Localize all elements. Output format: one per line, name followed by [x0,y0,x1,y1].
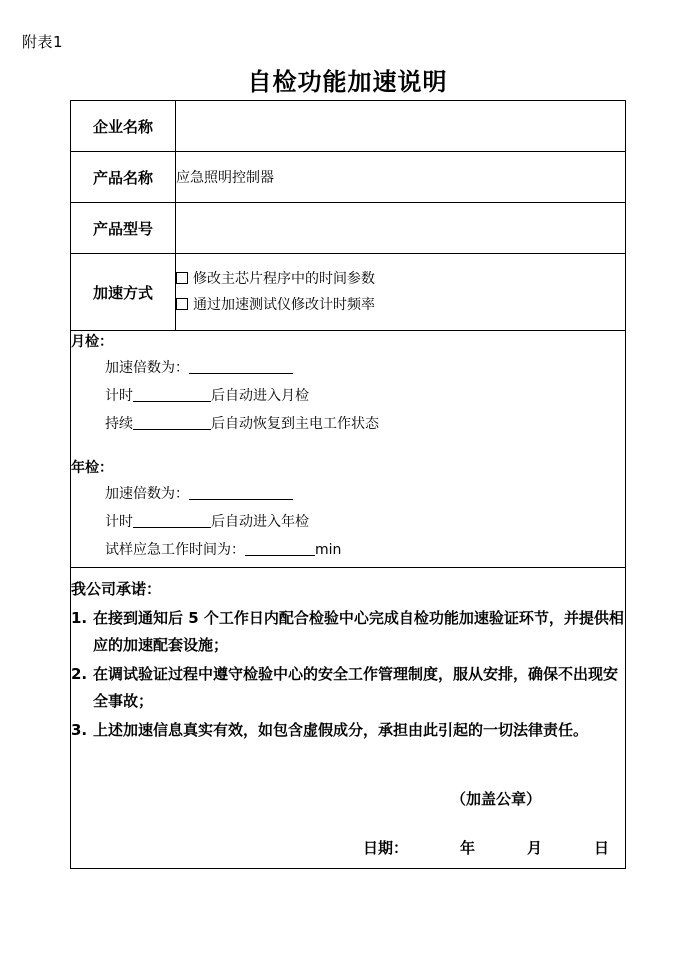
promise-item [71,605,625,659]
table-row [71,254,626,331]
monthly-timing-prefix: 计时 [105,388,133,404]
monthly-duration-line [105,413,625,435]
checkbox-option-2-label: 通过加速测试仪修改计时频率 [193,297,375,313]
monthly-duration-prefix: 持续 [105,416,133,432]
table-row [71,101,626,152]
checkbox-option-1-label: 修改主芯片程序中的时间参数 [193,271,375,287]
field-label-acceleration-method: 加速方式 [71,254,176,331]
section-spacer [71,441,625,457]
table-row [71,152,626,203]
checkbox-icon[interactable] [176,298,188,310]
date-month-label[interactable]: 月 [526,839,542,857]
annual-heading: 年检： [71,460,113,476]
monthly-timing-line [105,385,625,407]
annual-multiplier-blank[interactable] [189,485,293,500]
field-value-product-name[interactable]: 应急照明控制器 [176,152,626,203]
table-row [71,568,626,869]
promise-item-number: 2. [71,665,88,683]
date-day-label[interactable]: 日 [593,839,609,857]
annual-timing-line [105,511,625,533]
field-label-product-name: 产品名称 [71,152,176,203]
annual-timing-blank[interactable] [133,513,211,528]
field-value-company-name[interactable] [176,101,626,152]
table-row [71,331,626,568]
monthly-timing-blank[interactable] [133,387,211,402]
promise-item-text: 在调试验证过程中遵守检验中心的安全工作管理制度，服从安排，确保不出现安全事故； [93,665,619,710]
promise-item-text: 在接到通知后 5 个工作日内配合检验中心完成自检功能加速验证环节，并提供相应的加速配套设施； [93,609,624,654]
annual-emergency-time-prefix: 试样应急工作时间为： [105,542,245,558]
annual-timing-suffix: 后自动进入年检 [211,514,309,530]
promise-item-number: 1. [71,609,88,627]
promise-item-text: 上述加速信息真实有效，如包含虚假成分，承担由此引起的一切法律责任。 [93,721,589,739]
checkbox-option-1[interactable] [176,266,625,292]
monthly-duration-suffix: 后自动恢复到主电工作状态 [211,416,379,432]
monthly-multiplier-line [105,357,625,379]
annual-emergency-time-blank[interactable] [245,541,315,556]
promise-item-number: 3. [71,721,88,739]
field-label-product-model: 产品型号 [71,203,176,254]
date-year-label[interactable]: 年 [459,839,475,857]
date-row [71,837,625,858]
field-label-company-name: 企业名称 [71,101,176,152]
field-value-product-model[interactable] [176,203,626,254]
annual-multiplier-label: 加速倍数为： [105,486,189,502]
company-seal-note: （加盖公章） [450,790,541,808]
table-row [71,203,626,254]
attachment-label: 附表1 [22,33,64,51]
monthly-timing-suffix: 后自动进入月检 [211,388,309,404]
annual-emergency-time-suffix: min [315,542,342,558]
annual-timing-prefix: 计时 [105,514,133,530]
promise-item [71,717,625,744]
checkbox-option-2[interactable] [176,292,625,318]
field-value-acceleration-method [176,254,626,331]
inspection-section [71,331,626,568]
self-check-form-table [70,100,626,869]
promise-section [71,568,626,869]
monthly-duration-blank[interactable] [133,415,211,430]
promise-item [71,661,625,715]
annual-emergency-time-line [105,539,625,561]
annual-multiplier-line [105,483,625,505]
monthly-multiplier-label: 加速倍数为： [105,360,189,376]
checkbox-icon[interactable] [176,272,188,284]
page-title: 自检功能加速说明 [247,67,448,96]
monthly-heading: 月检： [71,334,113,350]
monthly-multiplier-blank[interactable] [189,359,293,374]
date-label: 日期： [362,839,408,857]
promise-heading: 我公司承诺： [71,580,162,598]
